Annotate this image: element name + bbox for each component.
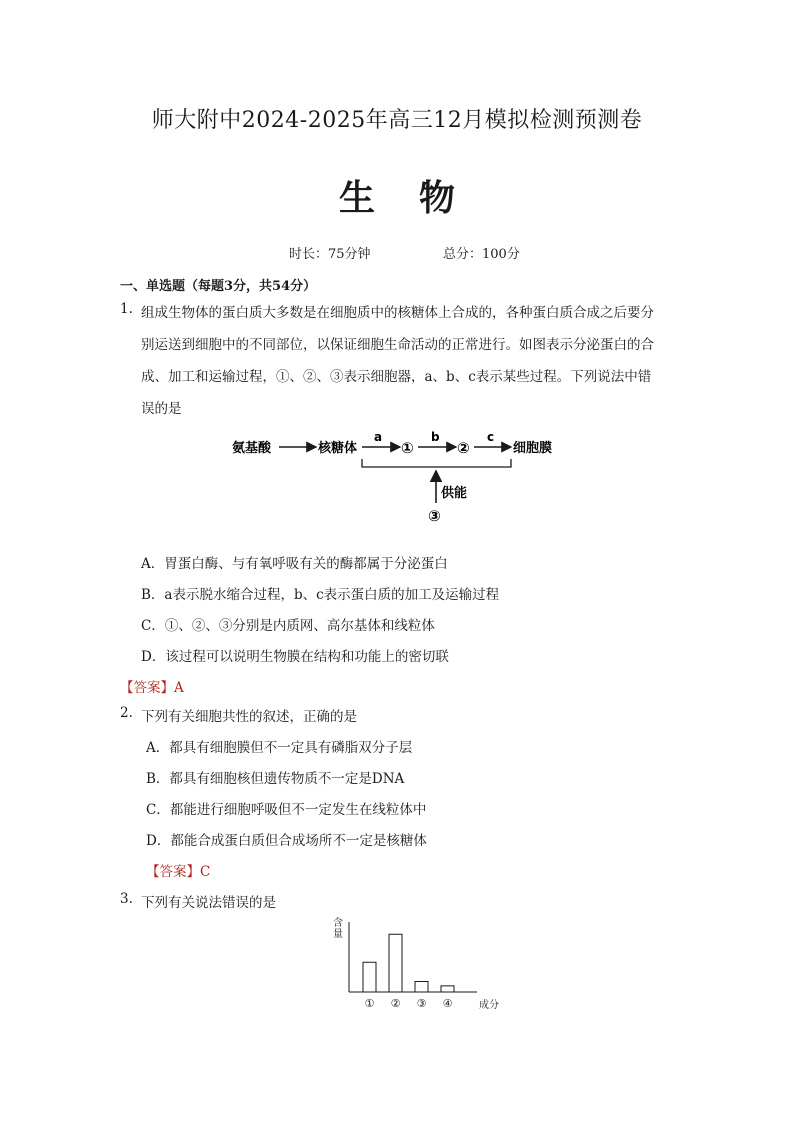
question-number: 2. [120,705,133,721]
x-tick-label: ① [364,997,375,1010]
answer-tag: 【答案】 [146,864,200,880]
label-organelle-3: ③ [428,507,441,525]
label-organelle-1: ① [401,439,414,457]
question-text-line: 误的是 [141,401,182,417]
bar [389,934,402,992]
x-tick-label: ③ [416,997,427,1010]
answer-value: A [174,680,184,696]
label-process-a: a [374,430,383,444]
label-process-b: b [431,430,440,444]
section-title: 一、单选题（每题3分，共54分） [120,279,317,294]
bar [363,962,376,992]
subject-title: 生物 [338,177,499,219]
question-text-line: 组成生物体的蛋白质大多数是在细胞质中的核糖体上合成的，各种蛋白质合成之后要分 [141,305,654,321]
answer-1 [120,676,184,696]
option-b: B．a表示脱水缩合过程，b、c表示蛋白质的加工及运输过程 [141,587,500,603]
secretory-protein-diagram [220,425,570,525]
question-text-line: 别运送到细胞中的不同部位，以保证细胞生命活动的正常进行。如图表示分泌蛋白的合 [141,337,654,353]
option-a: A．都具有细胞膜但不一定具有磷脂双分子层 [146,740,413,756]
question-text-line: 下列有关说法错误的是 [141,895,276,911]
question-number: 1. [120,301,133,317]
exam-total-score: 总分：100分 [443,247,520,262]
component-content-chart [325,912,499,1017]
question-text-line: 下列有关细胞共性的叙述，正确的是 [141,709,357,725]
option-d: D．都能合成蛋白质但合成场所不一定是核糖体 [146,833,427,849]
answer-2 [146,860,210,880]
bar [415,982,428,993]
label-cell-membrane: 细胞膜 [513,441,553,456]
y-axis-label: 含 [333,918,343,929]
x-axis-label: 成分 [479,1000,499,1011]
label-ribosome: 核糖体 [318,441,358,456]
y-axis-label: 量 [333,929,343,940]
label-energy-supply: 供能 [441,486,468,501]
option-c: C．①、②、③分别是内质网、高尔基体和线粒体 [141,618,435,634]
bar [441,986,454,992]
label-organelle-2: ② [457,439,470,457]
option-b: B．都具有细胞核但遗传物质不一定是DNA [146,771,405,787]
question-number: 3. [120,891,133,907]
option-d: D．该过程可以说明生物膜在结构和功能上的密切联 [141,649,449,665]
label-amino-acid: 氨基酸 [232,441,272,456]
exam-duration: 时长：75分钟 [289,247,371,262]
x-tick-label: ② [390,997,401,1010]
x-tick-label: ④ [442,997,453,1010]
answer-tag: 【答案】 [120,680,174,696]
option-a: A．胃蛋白酶、与有氧呼吸有关的酶都属于分泌蛋白 [141,556,448,572]
energy-bracket [362,459,511,467]
question-text-line: 成、加工和运输过程，①、②、③表示细胞器，a、b、c表示某些过程。下列说法中错 [141,369,652,385]
page-title: 师大附中2024-2025年高三12月模拟检测预测卷 [151,108,643,133]
option-c: C．都能进行细胞呼吸但不一定发生在线粒体中 [146,802,427,818]
answer-value: C [200,864,211,880]
label-process-c: c [487,430,495,444]
